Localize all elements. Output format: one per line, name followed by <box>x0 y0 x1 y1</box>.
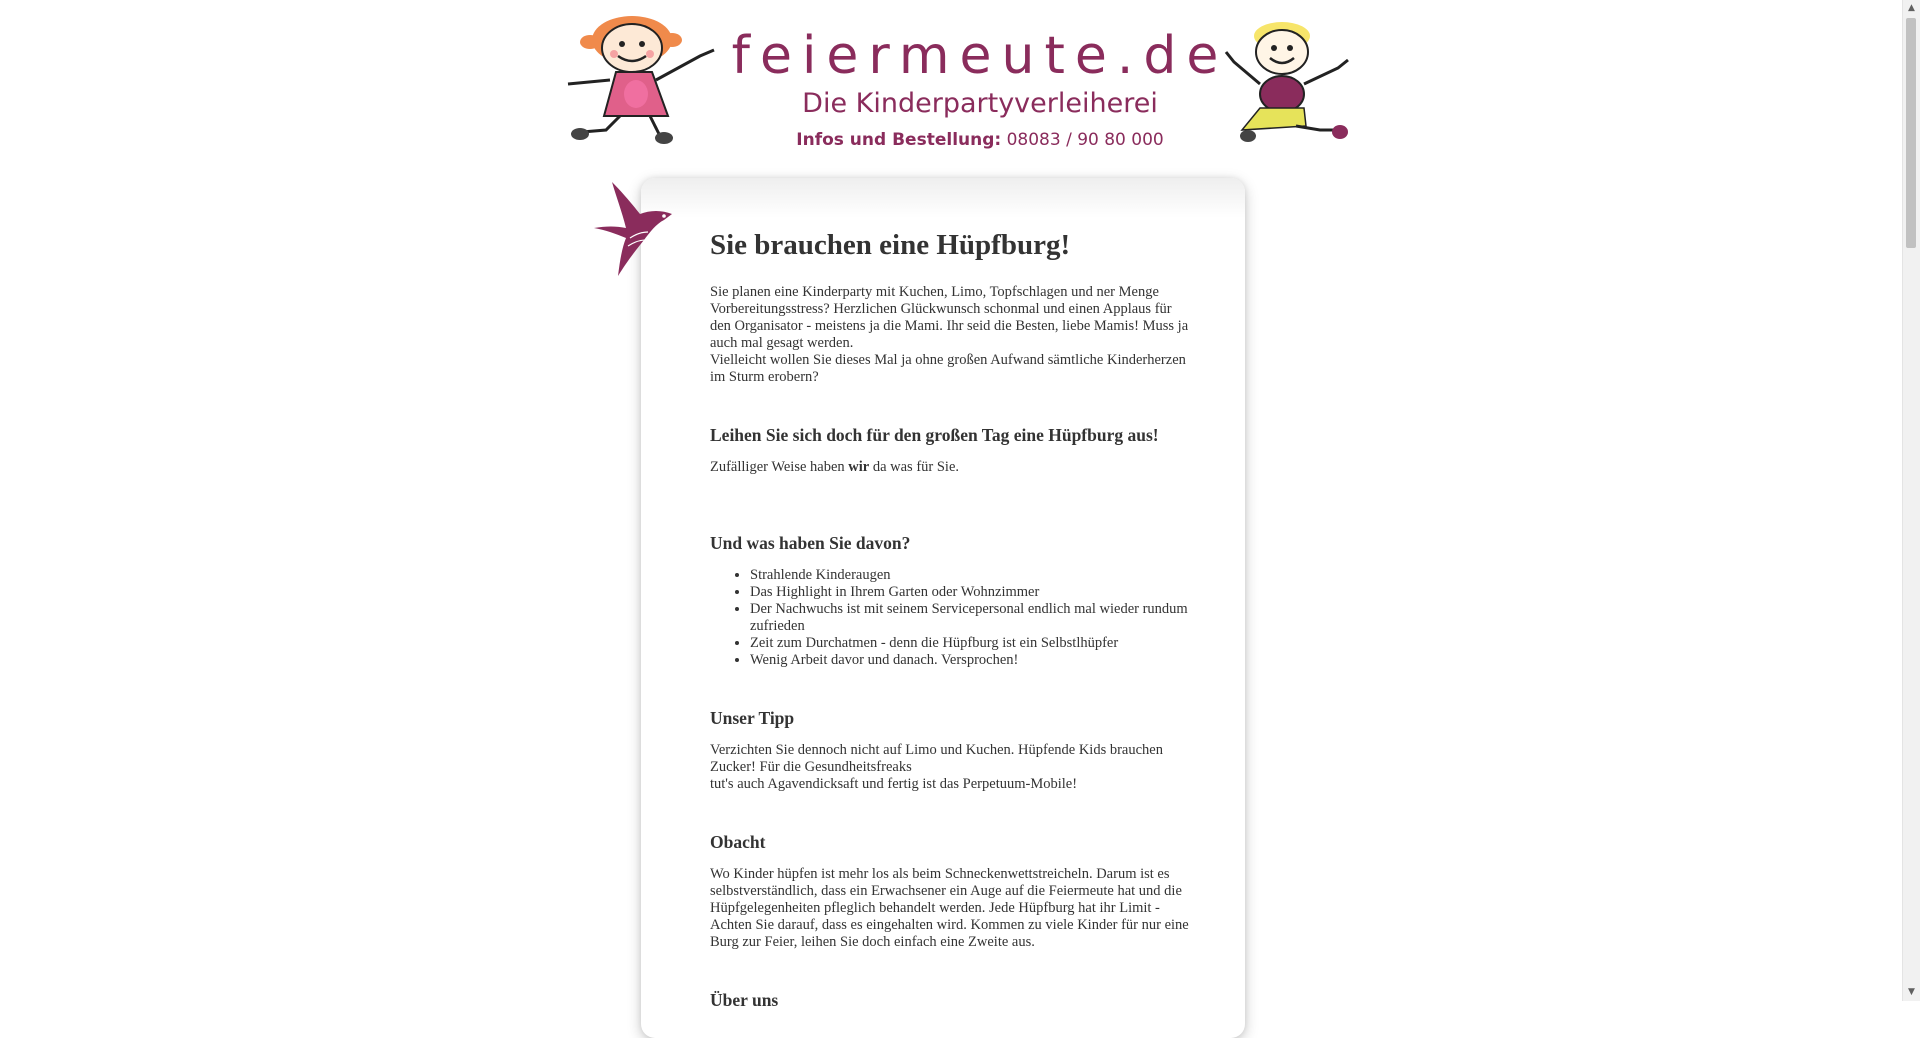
tip-paragraph <box>710 742 1210 793</box>
intro-line: im Sturm erobern? <box>710 369 819 385</box>
tip-line: Verzichten Sie dennoch nicht auf Limo und Kuchen. Hüpfende Kids brauchen <box>710 742 1163 758</box>
intro-line: den Organisator - meistens ja die Mami. Ihr seid die Besten, liebe Mamis! Muss ja <box>710 318 1189 334</box>
caution-line: Achten Sie darauf, dass es eingehalten wird. Kommen zu viele Kinder für nur eine <box>710 917 1189 933</box>
contact-info <box>720 132 1240 149</box>
intro-line: Vorbereitungsstress? Herzlichen Glückwunsch schonmal und einen Applaus für <box>710 301 1172 317</box>
rent-text-end: da was für Sie. <box>869 459 960 475</box>
scroll-up-icon[interactable]: ▲ <box>1908 3 1915 13</box>
caution-paragraph <box>710 866 1210 951</box>
tip-line: tut's auch Agavendicksaft und fertig ist das Perpetuum-Mobile! <box>710 776 1078 792</box>
contact-phone[interactable]: 08083 / 90 80 000 <box>1006 130 1164 150</box>
caution-line: Hüpfgelegenheiten pfleglich behandelt werden. Jede Hüpfburg hat ihr Limit - <box>710 900 1160 916</box>
tip-line: Zucker! Für die Gesundheitsfreaks <box>710 759 912 775</box>
site-tagline: Die Kinderpartyverleiherei <box>802 88 1158 119</box>
vertical-scrollbar[interactable] <box>1902 0 1920 1001</box>
caution-heading: Obacht <box>710 832 766 852</box>
benefits-heading: Und was haben Sie davon? <box>710 533 911 553</box>
site-logo-text[interactable]: feiermeute.de <box>731 26 1229 86</box>
rent-text-start: Zufälliger Weise haben <box>710 459 849 475</box>
scroll-down-icon[interactable]: ▼ <box>1908 987 1915 997</box>
intro-line: Sie planen eine Kinderparty mit Kuchen, Limo, Topfschlagen und ner Menge <box>710 284 1159 300</box>
swallow-bird-icon <box>592 180 692 280</box>
caution-line: Wo Kinder hüpfen ist mehr los als beim Schneckenwettstreicheln. Darum ist es <box>710 866 1170 882</box>
cartoon-boy-jumping-icon <box>1220 18 1360 146</box>
rent-text-bold: wir <box>848 459 870 475</box>
contact-label: Infos und Bestellung: <box>796 130 1002 150</box>
caution-line: selbstverständlich, dass ein Erwachsener ein Auge auf die Feiermeute hat und die <box>710 883 1182 899</box>
intro-paragraph <box>710 284 1210 386</box>
scrollbar-thumb[interactable] <box>1906 18 1916 248</box>
page-title: Sie brauchen eine Hüpfburg! <box>710 229 1071 261</box>
site-header <box>560 8 1360 158</box>
list-item: • Zeit zum Durchatmen - denn die Hüpfburg ist ein Selbstlhüpfer <box>750 635 1210 652</box>
caution-line: Burg zur Feier, leihen Sie doch einfach eine Zweite aus. <box>710 934 1035 950</box>
main-content <box>710 228 1210 1024</box>
about-heading: Über uns <box>710 990 779 1010</box>
list-item: • Wenig Arbeit davor und danach. Versprochen! <box>750 652 1210 669</box>
list-item: • Strahlende Kinderaugen <box>750 567 1210 584</box>
rent-paragraph <box>710 459 1210 476</box>
cartoon-girl-jumping-icon <box>560 14 720 146</box>
list-item: • Das Highlight in Ihrem Garten oder Wohnzimmer <box>750 584 1210 601</box>
rent-heading: Leihen Sie sich doch für den großen Tag eine Hüpfburg aus! <box>710 425 1159 445</box>
tip-heading: Unser Tipp <box>710 708 795 728</box>
intro-line: auch mal gesagt werden. <box>710 335 854 351</box>
benefits-list <box>710 567 1210 669</box>
intro-line: Vielleicht wollen Sie dieses Mal ja ohne großen Aufwand sämtliche Kinderherzen <box>710 352 1186 368</box>
list-item: • Der Nachwuchs ist mit seinem Servicepersonal endlich mal wieder rundum zufrieden <box>750 601 1210 635</box>
